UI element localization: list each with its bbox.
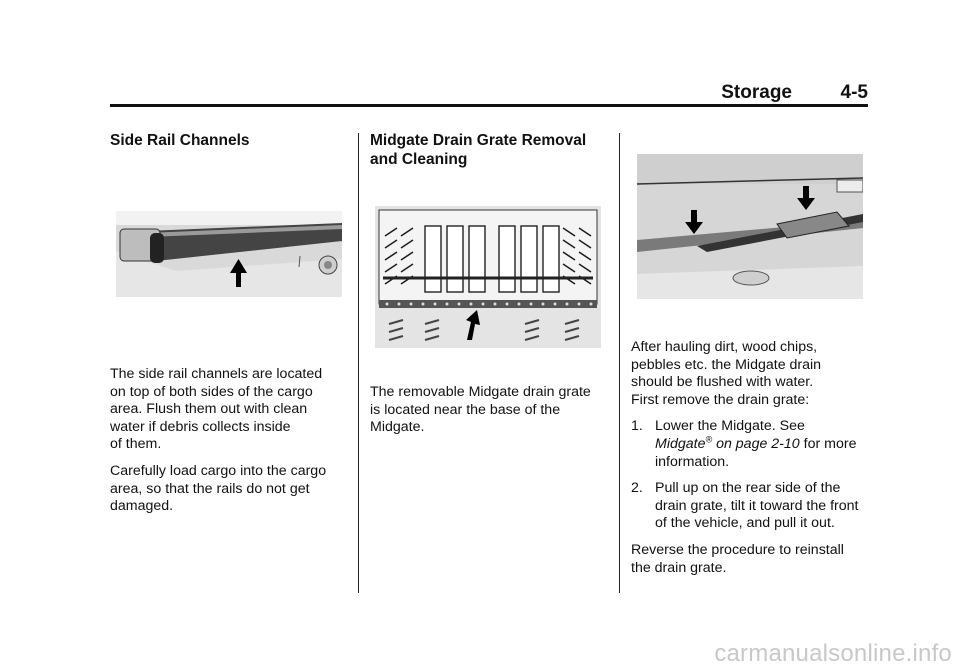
column-drain-flush: [631, 339, 871, 577]
heading-midgate-drain-grate: [370, 131, 610, 169]
header-rule: [110, 104, 868, 107]
midgate-drain-text: [370, 384, 610, 437]
text-line: Reverse the procedure to reinstall: [631, 541, 844, 558]
text-line: the drain grate.: [631, 559, 727, 576]
text-line: of them.: [110, 436, 162, 453]
drain-steps-list: [631, 418, 871, 533]
side-rail-paragraph-2: [110, 463, 355, 516]
heading-line: and Cleaning: [370, 151, 468, 168]
page-header: [110, 82, 868, 104]
midgate-drain-paragraph: [370, 384, 610, 437]
column-divider: [619, 133, 620, 593]
midgate-link[interactable]: [655, 436, 800, 452]
drain-outro-paragraph: [631, 542, 871, 577]
text-line: information.: [655, 453, 730, 470]
text-line: First remove the drain grate:: [631, 391, 810, 408]
text-line: of the vehicle, and pull it out.: [655, 515, 835, 532]
drain-location-illustration: [637, 154, 863, 299]
text-line: is located near the base of the: [370, 401, 561, 418]
link-text[interactable]: Midgate: [655, 435, 706, 452]
side-rail-paragraph-1: [110, 366, 355, 454]
column-divider: [358, 133, 359, 593]
step-number: 2.: [631, 480, 643, 497]
list-item: [631, 418, 871, 471]
heading-line: Midgate Drain Grate Removal: [370, 132, 587, 149]
text-line: pebbles etc. the Midgate drain: [631, 356, 822, 373]
text-line: for more: [799, 435, 857, 452]
text-line: After hauling dirt, wood chips,: [631, 339, 818, 355]
text-line: Pull up on the rear side of the: [655, 480, 841, 497]
page-number: 4-5: [840, 82, 868, 103]
text-line: on top of both sides of the cargo: [110, 383, 313, 400]
text-line: Carefully load cargo into the cargo: [110, 462, 327, 479]
side-rail-illustration: [116, 211, 342, 297]
text-line: damaged.: [110, 498, 174, 515]
side-rail-text: [110, 366, 355, 516]
midgate-grate-illustration: [375, 206, 601, 348]
text-line: The removable Midgate drain grate: [370, 384, 591, 400]
step-number: 1.: [631, 418, 643, 435]
text-line: Lower the Midgate. See: [655, 418, 805, 435]
heading-side-rail-channels: Side Rail Channels: [110, 132, 250, 149]
text-line: The side rail channels are located: [110, 366, 323, 382]
section-title: Storage: [721, 82, 792, 103]
watermark: carmanualsonline.info: [714, 640, 952, 667]
text-line: area. Flush them out with clean: [110, 401, 308, 418]
text-line: water if debris collects inside: [110, 418, 291, 435]
drain-intro-paragraph: [631, 339, 871, 409]
column-side-rail: [110, 127, 350, 150]
text-line: Midgate.: [370, 419, 425, 436]
link-page-ref[interactable]: on page 2-10: [712, 435, 800, 452]
text-line: drain grate, tilt it toward the front: [655, 497, 859, 514]
text-line: area, so that the rails do not get: [110, 480, 310, 497]
column-midgate-drain: [370, 131, 610, 169]
text-line: should be flushed with water.: [631, 374, 814, 391]
list-item: [631, 480, 871, 533]
registered-mark: ®: [705, 434, 713, 445]
